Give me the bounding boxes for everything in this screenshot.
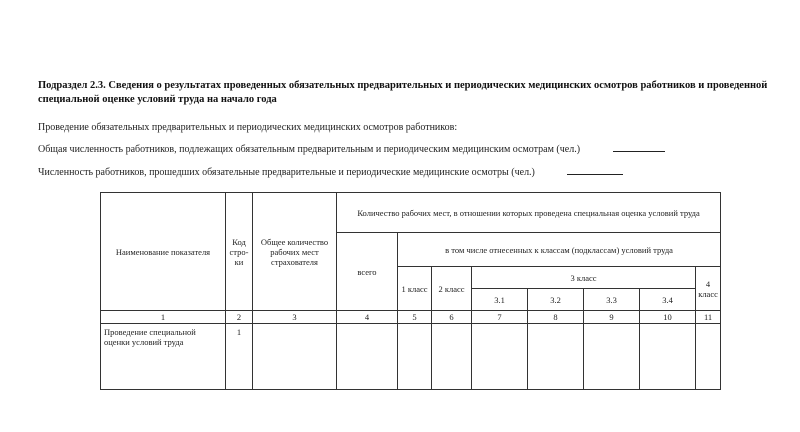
cell-class-4[interactable] (696, 324, 721, 390)
passed-workers-line (38, 165, 623, 179)
header-all: всего (337, 233, 398, 311)
header-subclass-3-2: 3.2 (528, 289, 584, 311)
column-number-row (101, 311, 721, 324)
header-row-1 (101, 193, 721, 233)
header-subclass-3-1: 3.1 (472, 289, 528, 311)
header-total-places: Общее количество рабочих мест страхователя (253, 193, 337, 311)
column-number: 3 (253, 311, 337, 324)
column-number: 5 (398, 311, 432, 324)
header-class-2: 2 класс (432, 267, 472, 311)
column-number: 6 (432, 311, 472, 324)
header-class-4: 4 класс (696, 267, 721, 311)
column-number: 8 (528, 311, 584, 324)
cell-class-3-3[interactable] (584, 324, 640, 390)
header-code: Код стро-ки (226, 193, 253, 311)
cell-class-3-1[interactable] (472, 324, 528, 390)
header-assessed-group: Количество рабочих мест, в отношении которых проведена специальная оценка условий труда (337, 193, 721, 233)
cell-all[interactable] (337, 324, 398, 390)
column-number: 4 (337, 311, 398, 324)
cell-total-places[interactable] (253, 324, 337, 390)
column-number: 2 (226, 311, 253, 324)
passed-workers-field[interactable] (567, 165, 623, 175)
column-number: 9 (584, 311, 640, 324)
total-workers-field[interactable] (613, 142, 665, 152)
column-number: 11 (696, 311, 721, 324)
assessment-table (100, 192, 721, 390)
column-number: 10 (640, 311, 696, 324)
cell-class-3-2[interactable] (528, 324, 584, 390)
column-number: 7 (472, 311, 528, 324)
table-row (101, 324, 721, 390)
header-by-class-group: в том числе отнесенных к классам (подклассам) условий труда (398, 233, 721, 267)
header-class-3: 3 класс (472, 267, 696, 289)
header-subclass-3-3: 3.3 (584, 289, 640, 311)
column-number: 1 (101, 311, 226, 324)
cell-class-2[interactable] (432, 324, 472, 390)
total-workers-line (38, 142, 665, 156)
header-subclass-3-4: 3.4 (640, 289, 696, 311)
cell-class-1[interactable] (398, 324, 432, 390)
intro-text: Проведение обязательных предварительных и периодических медицинских осмотров работников: (38, 122, 458, 133)
header-indicator: Наименование показателя (101, 193, 226, 311)
total-workers-label: Общая численность работников, подлежащих обязательным предварительным и периодическим медицинским осмотрам (чел.) (38, 144, 581, 155)
passed-workers-label: Численность работников, прошедших обязательные предварительные и периодические медицинские осмотры (чел.) (38, 167, 535, 178)
row-code: 1 (226, 324, 253, 390)
cell-class-3-4[interactable] (640, 324, 696, 390)
header-class-1: 1 класс (398, 267, 432, 311)
row-label: Проведение специальной оценки условий труда (101, 324, 226, 390)
section-heading: Подраздел 2.3. Сведения о результатах проведенных обязательных предварительных и периодических медицинских осмотров работников и проведенной специальной оценке условий труда на начало года (38, 80, 768, 105)
